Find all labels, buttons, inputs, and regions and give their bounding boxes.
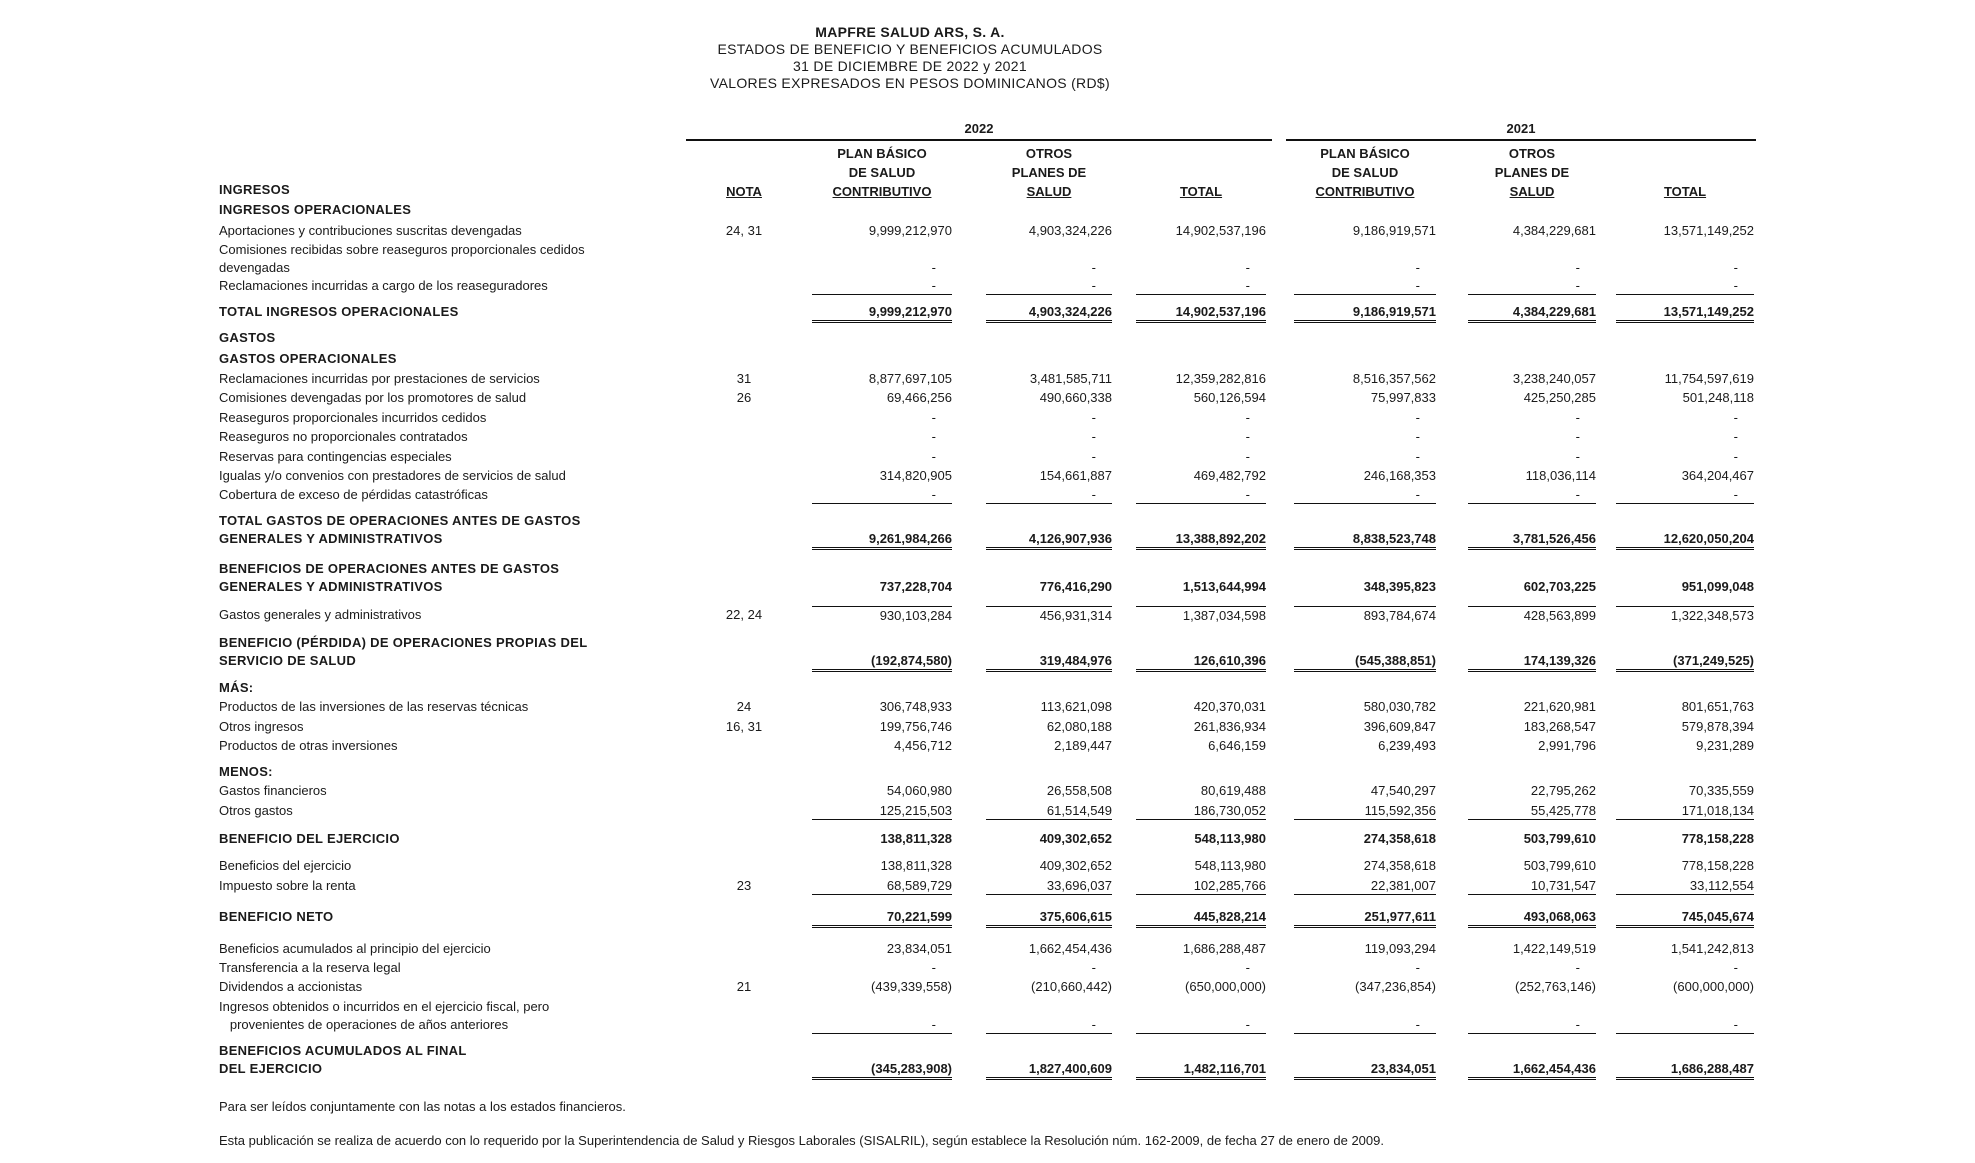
row-label: provenientes de operaciones de años anteriores	[219, 1017, 509, 1032]
row-value: 2,991,796	[1538, 738, 1596, 753]
row-value: 68,589,729	[812, 877, 952, 895]
row-value: -	[1468, 1016, 1596, 1034]
row-value: 9,999,212,970	[868, 223, 952, 238]
row-value: 80,619,488	[1200, 783, 1266, 798]
row-value: 13,388,892,202	[1136, 530, 1266, 550]
row-value: 602,703,225	[1523, 579, 1596, 594]
row-value: -	[1575, 260, 1580, 275]
row-value: -	[986, 486, 1112, 504]
row-label: Cobertura de exceso de pérdidas catastróficas	[219, 487, 488, 502]
row-label: Reaseguros proporcionales incurridos cedidos	[219, 410, 487, 425]
row-value: 199,756,746	[879, 719, 952, 734]
row-value: (650,000,000)	[1185, 979, 1266, 994]
row-value: 4,456,712	[894, 738, 952, 753]
row-value: 62,080,188	[1046, 719, 1112, 734]
row-label: GASTOS OPERACIONALES	[219, 351, 397, 366]
row-value: -	[1415, 429, 1420, 444]
row-value: 22,381,007	[1294, 877, 1436, 895]
row-value: 138,811,328	[880, 831, 952, 846]
column-header-line: SALUD	[1509, 184, 1555, 199]
row-value: 14,902,537,196	[1175, 223, 1266, 238]
row-value: -	[1091, 449, 1096, 464]
table-row	[0, 978, 1975, 997]
row-value: 138,811,328	[880, 858, 952, 873]
row-value: -	[1245, 449, 1250, 464]
row-label: Productos de las inversiones de las reservas técnicas	[219, 699, 529, 714]
row-label: BENEFICIO (PÉRDIDA) DE OPERACIONES PROPIAS DEL	[219, 635, 588, 650]
row-value: (347,236,854)	[1355, 979, 1436, 994]
row-value: 737,228,704	[879, 579, 952, 594]
table-row	[0, 737, 1975, 756]
row-value: 425,250,285	[1523, 390, 1596, 405]
row-value: 183,268,547	[1523, 719, 1596, 734]
column-header-line: OTROS	[1508, 146, 1556, 161]
row-value: 1,541,242,813	[1670, 941, 1754, 956]
row-value: -	[1136, 1016, 1266, 1034]
row-value: 23,834,051	[1294, 1060, 1436, 1080]
row-value: 745,045,674	[1616, 908, 1754, 928]
column-header-line: PLAN BÁSICO	[1320, 146, 1410, 161]
row-value: 154,661,887	[1039, 468, 1112, 483]
table-row	[0, 578, 1975, 597]
row-value: 8,877,697,105	[868, 371, 952, 386]
table-row	[0, 277, 1975, 296]
row-value: (600,000,000)	[1673, 979, 1754, 994]
row-note-ref: 26	[736, 390, 752, 405]
table-row	[0, 370, 1975, 389]
row-value: 1,662,454,436	[1468, 1060, 1596, 1080]
row-value: -	[1733, 429, 1738, 444]
row-value: 274,358,618	[1363, 858, 1436, 873]
currency-note: VALORES EXPRESADOS EN PESOS DOMINICANOS (RD$)	[710, 75, 1110, 91]
row-value: 3,238,240,057	[1512, 371, 1596, 386]
column-header-line: PLAN BÁSICO	[837, 146, 927, 161]
column-header-line: PLANES DE	[1011, 165, 1087, 180]
statement-title: ESTADOS DE BENEFICIO Y BENEFICIOS ACUMULADOS	[717, 41, 1103, 57]
row-value: -	[1245, 429, 1250, 444]
row-value: 375,606,615	[986, 908, 1112, 928]
footer-note: Para ser leídos conjuntamente con las notas a los estados financieros.	[219, 1099, 626, 1114]
column-header-line: PLANES DE	[1494, 165, 1570, 180]
row-label: MENOS:	[219, 764, 273, 779]
row-value: 580,030,782	[1363, 699, 1436, 714]
row-value: 548,113,980	[1194, 831, 1266, 846]
table-row	[0, 389, 1975, 408]
row-value: (439,339,558)	[871, 979, 952, 994]
row-value: 47,540,297	[1370, 783, 1436, 798]
row-value: 801,651,763	[1681, 699, 1754, 714]
row-value: 251,977,611	[1294, 908, 1436, 928]
table-row	[0, 329, 1975, 348]
row-value: 1,387,034,598	[1136, 606, 1266, 624]
row-value: 9,231,289	[1696, 738, 1754, 753]
column-header-line: DE SALUD	[1331, 165, 1399, 180]
row-value: 33,112,554	[1616, 877, 1754, 895]
row-value: -	[1091, 260, 1096, 275]
row-label: Transferencia a la reserva legal	[219, 960, 401, 975]
row-value: 314,820,905	[879, 468, 952, 483]
row-label: Beneficios acumulados al principio del ejercicio	[219, 941, 491, 956]
statement-date: 31 DE DICIEMBRE DE 2022 y 2021	[793, 58, 1027, 74]
column-header-line: TOTAL	[1663, 184, 1707, 199]
row-value: (345,283,908)	[812, 1060, 952, 1080]
row-label: DEL EJERCICIO	[219, 1061, 323, 1076]
row-value: 501,248,118	[1682, 390, 1754, 405]
row-label: Gastos financieros	[219, 783, 327, 798]
row-value: 4,126,907,936	[986, 530, 1112, 550]
table-row	[0, 530, 1975, 549]
row-value: 12,620,050,204	[1616, 530, 1754, 550]
row-value: -	[1733, 960, 1738, 975]
row-note-ref: 31	[736, 371, 752, 386]
row-value: -	[931, 449, 936, 464]
row-value: 1,686,288,487	[1182, 941, 1266, 956]
table-row	[0, 763, 1975, 782]
table-row	[0, 428, 1975, 447]
row-value: 33,696,037	[986, 877, 1112, 895]
table-row	[0, 998, 1975, 1017]
row-value: 306,748,933	[879, 699, 952, 714]
row-value: -	[1415, 960, 1420, 975]
row-value: 893,784,674	[1294, 606, 1436, 624]
table-row	[0, 857, 1975, 876]
row-label: MÁS:	[219, 680, 254, 695]
table-row	[0, 222, 1975, 241]
row-note-ref: 24	[736, 699, 752, 714]
table-row	[0, 241, 1975, 260]
table-row	[0, 877, 1975, 896]
row-value: -	[1415, 449, 1420, 464]
table-row	[0, 350, 1975, 369]
row-value: 364,204,467	[1681, 468, 1754, 483]
row-value: 1,662,454,436	[1028, 941, 1112, 956]
row-value: 4,384,229,681	[1468, 303, 1596, 323]
row-value: 186,730,052	[1136, 802, 1266, 820]
row-value: -	[1415, 410, 1420, 425]
statement-header	[560, 24, 1260, 92]
row-value: 548,113,980	[1194, 858, 1266, 873]
row-label: INGRESOS OPERACIONALES	[219, 202, 412, 217]
row-value: -	[1575, 429, 1580, 444]
row-note-ref: 21	[736, 979, 752, 994]
row-note-ref: 22, 24	[725, 607, 763, 622]
row-value: -	[1733, 260, 1738, 275]
table-row	[0, 1016, 1975, 1035]
row-value: 11,754,597,619	[1664, 371, 1754, 386]
row-value: -	[812, 486, 952, 504]
row-value: (545,388,851)	[1294, 652, 1436, 672]
row-label: Reservas para contingencias especiales	[219, 449, 452, 464]
row-value: (252,763,146)	[1515, 979, 1596, 994]
row-value: 1,513,644,994	[1182, 579, 1266, 594]
row-value: 3,781,526,456	[1468, 530, 1596, 550]
row-value: 396,609,847	[1363, 719, 1436, 734]
row-value: 221,620,981	[1523, 699, 1596, 714]
row-value: 6,646,159	[1208, 738, 1266, 753]
row-value: -	[1468, 486, 1596, 504]
row-value: 70,221,599	[812, 908, 952, 928]
row-value: 113,621,098	[1040, 699, 1112, 714]
column-header-line: CONTRIBUTIVO	[1315, 184, 1415, 199]
row-label: devengadas	[219, 260, 290, 275]
row-label: TOTAL INGRESOS OPERACIONALES	[219, 304, 459, 319]
row-label: GASTOS	[219, 330, 276, 345]
row-value: -	[1136, 486, 1266, 504]
row-label: Ingresos obtenidos o incurridos en el ejercicio fiscal, pero	[219, 999, 550, 1014]
row-value: 1,322,348,573	[1616, 606, 1754, 624]
row-label: BENEFICIO DEL EJERCICIO	[219, 831, 400, 846]
row-value: 456,931,314	[986, 606, 1112, 624]
row-value: 493,068,063	[1468, 908, 1596, 928]
row-label: Gastos generales y administrativos	[219, 607, 422, 622]
row-value: 54,060,980	[886, 783, 952, 798]
row-label: Igualas y/o convenios con prestadores de servicios de salud	[219, 468, 566, 483]
row-value: -	[1245, 960, 1250, 975]
row-value: 13,571,149,252	[1663, 223, 1754, 238]
row-value: 75,997,833	[1370, 390, 1436, 405]
row-value: -	[1091, 410, 1096, 425]
table-row	[0, 606, 1975, 625]
row-label: GENERALES Y ADMINISTRATIVOS	[219, 531, 443, 546]
row-value: 560,126,594	[1193, 390, 1266, 405]
table-row	[0, 718, 1975, 737]
row-value: 579,878,394	[1681, 719, 1754, 734]
row-value: -	[1136, 277, 1266, 295]
row-value: -	[1294, 1016, 1436, 1034]
row-value: 61,514,549	[986, 802, 1112, 820]
row-value: 26,558,508	[1046, 783, 1112, 798]
row-value: -	[1575, 410, 1580, 425]
table-row	[0, 181, 1975, 200]
row-value: 115,592,356	[1294, 802, 1436, 820]
table-row	[0, 512, 1975, 531]
table-row	[0, 802, 1975, 821]
row-label: Aportaciones y contribuciones suscritas devengadas	[219, 223, 522, 238]
row-value: 778,158,228	[1681, 831, 1754, 846]
table-row	[0, 959, 1975, 978]
row-note-ref: 16, 31	[725, 719, 763, 734]
table-row	[0, 782, 1975, 801]
row-value: 409,302,652	[1039, 831, 1112, 846]
row-value: 9,999,212,970	[812, 303, 952, 323]
row-label: Comisiones devengadas por los promotores de salud	[219, 390, 527, 405]
row-value: 1,686,288,487	[1616, 1060, 1754, 1080]
row-value: 102,285,766	[1136, 877, 1266, 895]
row-value: (192,874,580)	[812, 652, 952, 672]
row-value: 420,370,031	[1193, 699, 1266, 714]
row-label: Reaseguros no proporcionales contratados	[219, 429, 468, 444]
table-row	[0, 830, 1975, 849]
row-label: Comisiones recibidas sobre reaseguros proporcionales cedidos	[219, 242, 585, 257]
table-row	[0, 303, 1975, 322]
row-value: 118,036,114	[1525, 468, 1596, 483]
row-value: -	[812, 1016, 952, 1034]
row-value: -	[1091, 429, 1096, 444]
row-label: SERVICIO DE SALUD	[219, 653, 357, 668]
row-value: -	[1733, 410, 1738, 425]
row-label: Productos de otras inversiones	[219, 738, 398, 753]
row-value: (371,249,525)	[1616, 652, 1754, 672]
row-label: Dividendos a accionistas	[219, 979, 363, 994]
row-label: BENEFICIOS DE OPERACIONES ANTES DE GASTOS	[219, 561, 560, 576]
row-label: Otros ingresos	[219, 719, 304, 734]
table-row	[0, 259, 1975, 278]
row-value: 3,481,585,711	[1029, 371, 1112, 386]
row-value: (210,660,442)	[1031, 979, 1112, 994]
row-note-ref: 24, 31	[725, 223, 763, 238]
table-row	[0, 698, 1975, 717]
row-value: 4,384,229,681	[1512, 223, 1596, 238]
row-label: INGRESOS	[219, 182, 291, 197]
row-value: -	[1616, 486, 1754, 504]
row-value: 1,827,400,609	[986, 1060, 1112, 1080]
row-value: -	[1575, 960, 1580, 975]
row-value: 126,610,396	[1136, 652, 1266, 672]
table-row	[0, 1060, 1975, 1079]
row-label: Reclamaciones incurridas por prestaciones de servicios	[219, 371, 540, 386]
table-row	[0, 679, 1975, 698]
row-note-ref: 23	[736, 878, 752, 893]
row-value: 8,516,357,562	[1352, 371, 1436, 386]
row-value: -	[812, 277, 952, 295]
row-value: 503,799,610	[1523, 858, 1596, 873]
row-label: Otros gastos	[219, 803, 293, 818]
row-value: 9,261,984,266	[812, 530, 952, 550]
table-row	[0, 940, 1975, 959]
column-header-line: TOTAL	[1179, 184, 1223, 199]
table-row	[0, 201, 1975, 220]
row-value: -	[1616, 1016, 1754, 1034]
table-row	[0, 652, 1975, 671]
row-value: 261,836,934	[1193, 719, 1266, 734]
year-header-2021: 2021	[1286, 121, 1756, 141]
table-row	[0, 560, 1975, 579]
row-label: BENEFICIO NETO	[219, 909, 334, 924]
row-value: 23,834,051	[886, 941, 952, 956]
row-value: 503,799,610	[1523, 831, 1596, 846]
row-value: -	[1468, 277, 1596, 295]
row-value: 119,093,294	[1364, 941, 1436, 956]
column-header-line: SALUD	[1026, 184, 1072, 199]
row-value: -	[931, 960, 936, 975]
row-label: Impuesto sobre la renta	[219, 878, 356, 893]
table-row	[0, 634, 1975, 653]
row-value: 4,903,324,226	[1028, 223, 1112, 238]
row-value: -	[1616, 277, 1754, 295]
row-value: -	[1091, 960, 1096, 975]
row-value: 274,358,618	[1363, 831, 1436, 846]
row-value: -	[1294, 277, 1436, 295]
row-value: 445,828,214	[1136, 908, 1266, 928]
table-row	[0, 467, 1975, 486]
row-value: -	[1733, 449, 1738, 464]
row-value: -	[931, 410, 936, 425]
row-value: 428,563,899	[1468, 606, 1596, 624]
row-value: 1,482,116,701	[1136, 1060, 1266, 1080]
row-value: 4,903,324,226	[986, 303, 1112, 323]
row-value: 55,425,778	[1468, 802, 1596, 820]
table-row	[0, 486, 1975, 505]
row-value: 319,484,976	[986, 652, 1112, 672]
column-header-nota-label: NOTA	[726, 184, 762, 199]
row-value: -	[1245, 260, 1250, 275]
footer-legal-note: Esta publicación se realiza de acuerdo con lo requerido por la Superintendencia de Salud y Riesgos Laborales (SISALRIL), según establece la Resolución núm. 162-2009, de fecha 27 de enero de 2009.	[219, 1133, 1384, 1148]
row-value: 951,099,048	[1681, 579, 1754, 594]
row-value: 12,359,282,816	[1175, 371, 1266, 386]
row-value: 469,482,792	[1193, 468, 1266, 483]
row-value: 174,139,326	[1468, 652, 1596, 672]
row-value: -	[1415, 260, 1420, 275]
row-value: 10,731,547	[1468, 877, 1596, 895]
row-value: -	[1575, 449, 1580, 464]
row-value: 490,660,338	[1039, 390, 1112, 405]
row-value: 246,168,353	[1363, 468, 1436, 483]
row-value: 348,395,823	[1363, 579, 1436, 594]
table-row	[0, 908, 1975, 927]
row-value: -	[1294, 486, 1436, 504]
row-value: 69,466,256	[886, 390, 952, 405]
row-value: 125,215,503	[812, 802, 952, 820]
row-value: 171,018,134	[1616, 802, 1754, 820]
row-value: -	[931, 429, 936, 444]
row-label: TOTAL GASTOS DE OPERACIONES ANTES DE GASTOS	[219, 513, 581, 528]
row-value: 13,571,149,252	[1616, 303, 1754, 323]
column-header-line: DE SALUD	[848, 165, 916, 180]
column-header-line: OTROS	[1025, 146, 1073, 161]
table-row	[0, 448, 1975, 467]
row-value: -	[1245, 410, 1250, 425]
row-label: BENEFICIOS ACUMULADOS AL FINAL	[219, 1043, 467, 1058]
company-name: MAPFRE SALUD ARS, S. A.	[815, 24, 1005, 40]
row-value: 930,103,284	[812, 606, 952, 624]
row-value: 1,422,149,519	[1512, 941, 1596, 956]
column-header-line: CONTRIBUTIVO	[832, 184, 932, 199]
row-value: 2,189,447	[1054, 738, 1112, 753]
row-value: 409,302,652	[1039, 858, 1112, 873]
row-value: -	[986, 277, 1112, 295]
row-value: -	[986, 1016, 1112, 1034]
row-value: -	[931, 260, 936, 275]
row-label: GENERALES Y ADMINISTRATIVOS	[219, 579, 443, 594]
row-value: 776,416,290	[1039, 579, 1112, 594]
row-value: 778,158,228	[1681, 858, 1754, 873]
row-value: 9,186,919,571	[1294, 303, 1436, 323]
year-header-2022: 2022	[686, 121, 1272, 141]
row-value: 8,838,523,748	[1294, 530, 1436, 550]
row-label: Beneficios del ejercicio	[219, 858, 352, 873]
row-value: 9,186,919,571	[1352, 223, 1436, 238]
row-value: 22,795,262	[1530, 783, 1596, 798]
table-row	[0, 409, 1975, 428]
row-value: 70,335,559	[1688, 783, 1754, 798]
row-value: 6,239,493	[1378, 738, 1436, 753]
row-label: Reclamaciones incurridas a cargo de los reaseguradores	[219, 278, 548, 293]
table-row	[0, 1042, 1975, 1061]
row-value: 14,902,537,196	[1136, 303, 1266, 323]
